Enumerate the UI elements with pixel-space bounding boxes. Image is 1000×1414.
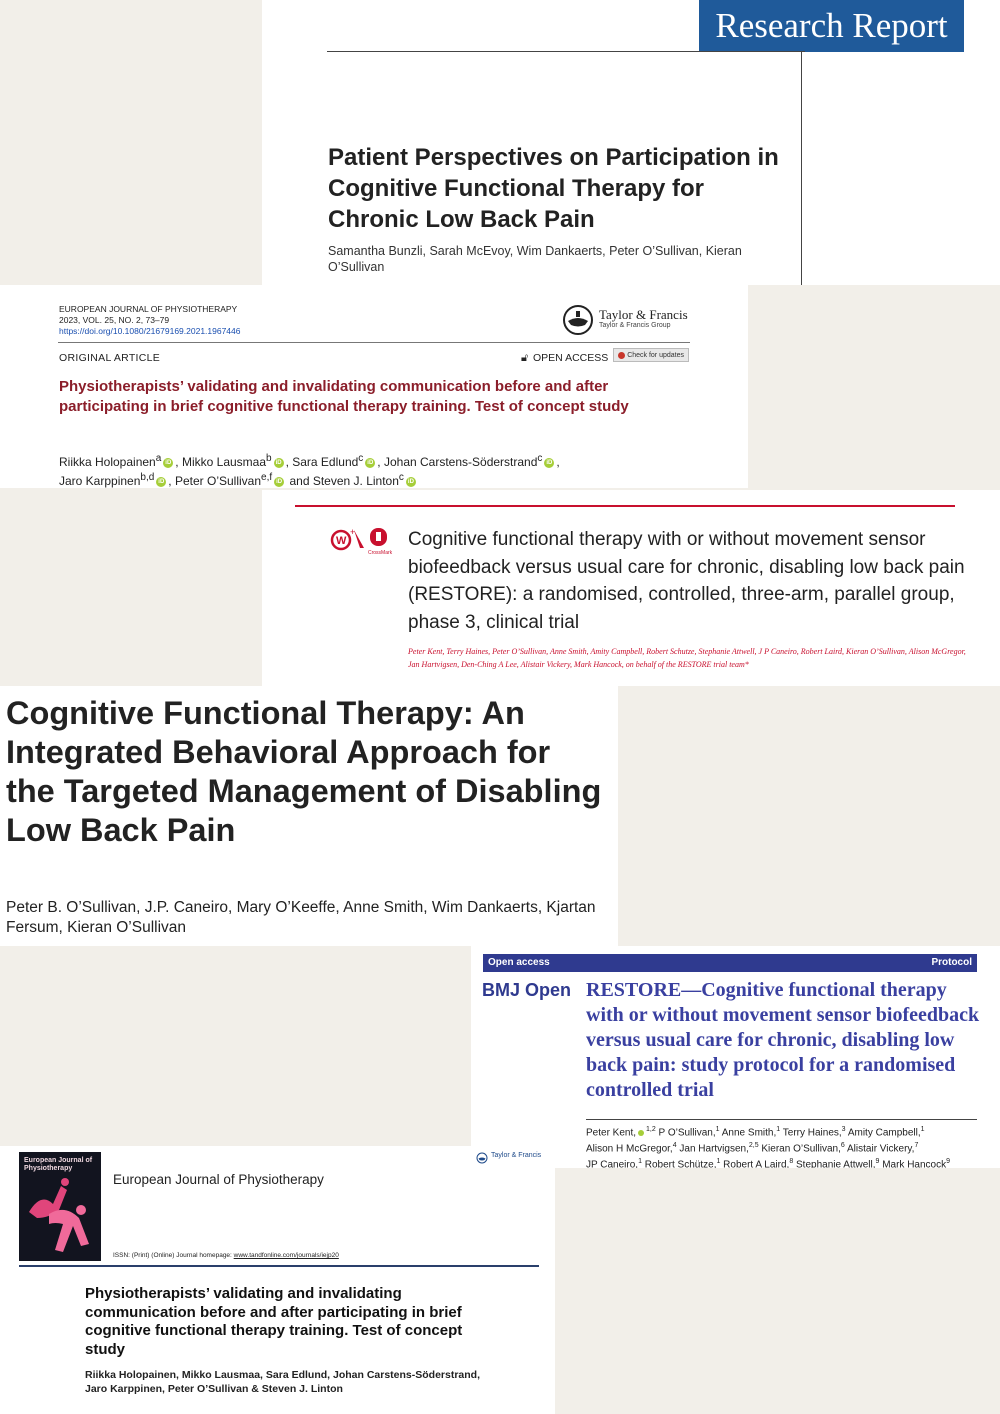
author-affiliation: 9 — [946, 1157, 951, 1165]
author-name: Robert Schütze, — [644, 1158, 717, 1168]
divider — [19, 1265, 539, 1267]
taylor-francis-logo-icon — [476, 1152, 488, 1164]
open-access-icon: 🔓︎ — [521, 352, 529, 364]
divider — [801, 52, 802, 285]
cft-article-clipping — [0, 686, 618, 946]
author-name: Sara Edlund — [292, 455, 359, 469]
article-category: Protocol — [931, 957, 972, 968]
author-name: and Steven J. Linton — [289, 474, 399, 488]
research-report-clipping — [262, 0, 1000, 285]
publisher-group: Taylor & Francis Group — [599, 322, 671, 329]
author-name: Peter O’Sullivan — [174, 474, 262, 488]
open-access-label: OPEN ACCESS — [533, 352, 609, 364]
author-affiliation: e,f — [261, 472, 273, 483]
author-affiliation: 1,2 — [646, 1126, 656, 1133]
author-affiliation: 6 — [840, 1141, 845, 1149]
svg-text:W: W — [336, 535, 347, 547]
author-affiliation: a — [155, 453, 162, 464]
publisher-name: Taylor & Francis — [599, 307, 688, 322]
article-title: Cognitive functional therapy with or without movement sensor biofeedback versus usual care for chronic, disabling low back pain (RESTORE): a randomised, controlled, three-arm, parallel group, phase 3, clinical trial — [408, 529, 965, 633]
divider — [586, 1119, 977, 1120]
author-affiliation: 3 — [841, 1126, 846, 1133]
author-name: Terry Haines, — [782, 1127, 842, 1139]
author-name: Kieran O’Sullivan, — [761, 1143, 841, 1155]
svg-text:+: + — [350, 527, 356, 537]
author-affiliation: b,d — [140, 472, 155, 483]
orcid-icon[interactable]: iD — [165, 459, 172, 466]
bmj-header-bar — [483, 954, 977, 972]
author-affiliation: 1 — [638, 1157, 642, 1165]
article-title: Physiotherapists’ validating and invalidating communication before and after participating in brief cognitive functional therapy training. Test of concept study — [59, 378, 629, 415]
divider — [58, 342, 690, 343]
author-name: Jaro Karppinen — [59, 474, 141, 488]
author-name: Alison H McGregor, — [586, 1143, 673, 1155]
orcid-icon[interactable] — [638, 1130, 644, 1136]
author-affiliation: 4 — [672, 1141, 677, 1149]
author-name: Peter Kent, — [586, 1127, 637, 1139]
article-title: Cognitive Functional Therapy: An Integrated Behavioral Approach for the Targeted Management of Disabling Low Back Pain — [6, 695, 602, 848]
research-report-banner: Research Report — [699, 0, 964, 52]
orcid-icon[interactable]: iD — [276, 478, 283, 485]
author-name: Jan Hartvigsen, — [679, 1143, 749, 1155]
author-name: Riikka Holopainen — [59, 455, 156, 469]
check-updates-icon — [618, 352, 625, 359]
article-title: Patient Perspectives on Participation in Cognitive Functional Therapy for Chronic Low Back Pain — [328, 144, 779, 233]
bmj-open-logo: BMJ Open — [482, 980, 572, 1000]
article-title: Physiotherapists’ validating and invalidating communication before and after participating in brief cognitive functional therapy training. Test of concept study — [85, 1285, 463, 1358]
author-name: Stephanie Attwell, — [796, 1158, 876, 1168]
divider — [327, 51, 805, 52]
author-affiliation: 1 — [920, 1126, 925, 1133]
article-type: ORIGINAL ARTICLE — [59, 352, 161, 364]
journal-cover-image — [19, 1152, 101, 1261]
journal-name: EUROPEAN JOURNAL OF PHYSIOTHERAPY — [59, 304, 238, 314]
orcid-icon[interactable]: iD — [546, 459, 553, 466]
article-authors: Riikka Holopainen$^a$ iD , Mikko Lausmaa$^b$ iD , Sara Edlund$^c$ iD , Johan Carstens-Söderstrand$^c$ iD , Jaro Karppinen$^{b,d}$ iD , Peter O’Sullivan$^{e,f}$ iD and Steven J. Linton$^c$ iD — [59, 453, 560, 488]
author-name: Alistair Vickery, — [847, 1143, 915, 1155]
author-name: JP Caneiro, — [586, 1158, 639, 1168]
taylor-francis-logo-icon — [562, 304, 594, 336]
author-name: Mikko Lausmaa — [181, 455, 267, 469]
open-access-label: Open access — [488, 957, 550, 968]
article-authors: Peter Kent, Terry Haines, Peter O’Sullivan, Anne Smith, Amity Campbell, Robert Schutze, Stephanie Attwell, J P Caneiro, Robert Laird, Kieran O’Sullivan, Alison McGregor, Jan Hartvigsen, Den-Ching A Lee, Alistair Vickery, Mark Hancock, on behalf of the RESTORE trial team* — [408, 647, 966, 669]
cover-figures-icon — [19, 1152, 101, 1261]
journal-homepage-link[interactable]: www.tandfonline.com/journals/iejp20 — [233, 1252, 339, 1259]
article-title: RESTORE—Cognitive functional therapy with or without movement sensor biofeedback versus usual care for chronic, disabling low back pain: study protocol for a randomised controlled trial — [586, 979, 980, 1101]
author-affiliation: 1 — [776, 1126, 781, 1133]
author-affiliation: 9 — [875, 1157, 880, 1165]
orcid-icon[interactable]: iD — [275, 459, 282, 466]
author-name: Amity Campbell, — [847, 1127, 921, 1139]
author-affiliation: 1 — [715, 1126, 720, 1133]
author-name: Robert A Laird, — [723, 1158, 790, 1168]
author-affiliation: 8 — [789, 1157, 794, 1165]
doi-link[interactable]: https://doi.org/10.1080/21679169.2021.1967446 — [59, 326, 241, 336]
cover-title: European Journal of Physiotherapy — [24, 1157, 93, 1172]
publisher-name: Taylor & Francis — [491, 1152, 542, 1159]
author-affiliation: b — [266, 453, 272, 464]
author-affiliation: 1 — [716, 1157, 721, 1165]
ejp-article-clipping — [0, 285, 748, 488]
journal-title: European Journal of Physiotherapy — [113, 1172, 324, 1187]
author-name: Mark Hancock — [882, 1158, 947, 1168]
crossmark-logo-icon — [330, 526, 398, 556]
crossmark-label: CrossMark — [368, 550, 393, 556]
author-name: Johan Carstens-Söderstrand — [383, 455, 538, 469]
article-authors — [586, 1124, 991, 1168]
check-updates-label: Check for updates — [627, 352, 684, 359]
author-affiliation: c — [358, 453, 364, 464]
article-authors: Riikka Holopainen, Mikko Lausmaa, Sara Edlund, Johan Carstens-Söderstrand, Jaro Karppinen, Peter O’Sullivan & Steven J. Linton — [85, 1369, 481, 1395]
author-affiliation: c — [398, 472, 404, 483]
bmj-open-clipping — [471, 946, 1000, 1168]
article-authors: Peter B. O’Sullivan, J.P. Caneiro, Mary O’Keeffe, Anne Smith, Wim Dankaerts, Kjartan Fersum, Kieran O’Sullivan — [6, 899, 596, 936]
orcid-icon[interactable]: iD — [407, 478, 414, 485]
orcid-icon[interactable]: iD — [367, 459, 374, 466]
author-affiliation: 7 — [914, 1141, 919, 1149]
lancet-clipping — [262, 490, 1000, 686]
author-name: Anne Smith, — [721, 1127, 777, 1139]
author-affiliation: c — [537, 453, 543, 464]
orcid-icon[interactable]: iD — [158, 478, 165, 485]
ejp-cover-clipping — [0, 1146, 555, 1414]
issn-line — [113, 1252, 339, 1259]
author-affiliation: 2,5 — [748, 1141, 759, 1149]
check-for-updates-button[interactable] — [613, 348, 689, 362]
divider — [295, 505, 955, 507]
issn-label: ISSN: (Print) (Online) Journal homepage: — [113, 1252, 234, 1259]
author-name: P O’Sullivan, — [658, 1127, 716, 1139]
article-authors: Samantha Bunzli, Sarah McEvoy, Wim Dankaerts, Peter O’Sullivan, Kieran O’Sullivan — [328, 244, 742, 274]
journal-volume: 2023, VOL. 25, NO. 2, 73–79 — [59, 315, 170, 325]
